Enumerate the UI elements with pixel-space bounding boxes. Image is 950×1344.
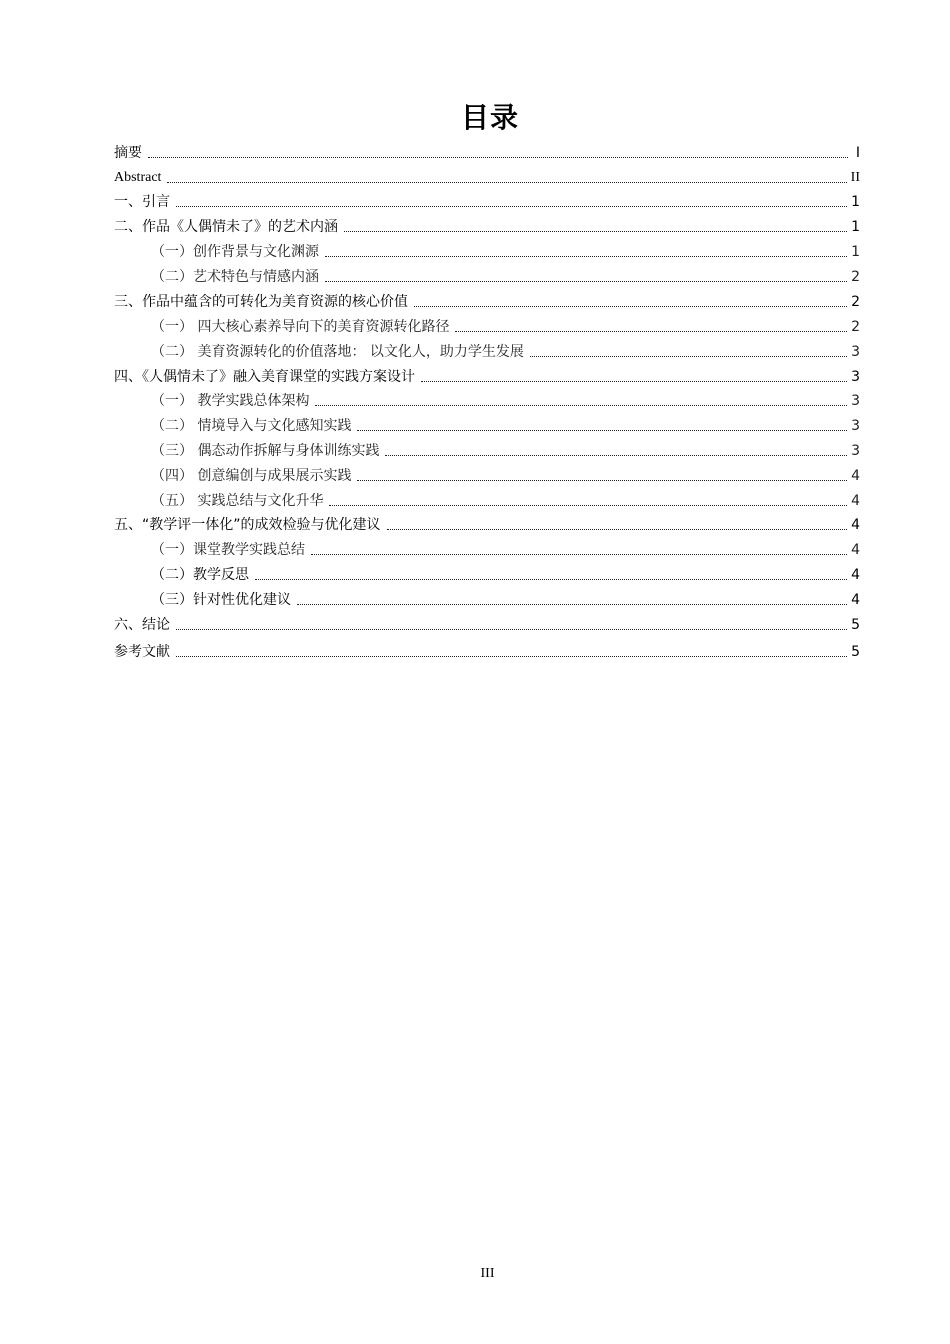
toc-entry-section-4-2[interactable] (151, 415, 860, 435)
dot-leader (530, 356, 847, 357)
toc-entry-label: （五） 实践总结与文化升华 (151, 493, 324, 509)
toc-entry-label: 摘要 (114, 145, 142, 161)
toc-entry-page: 3 (851, 418, 860, 434)
toc-entry-label: （二）教学反思 (151, 567, 249, 583)
dot-leader (255, 579, 847, 580)
toc-entry-section-4-4[interactable] (151, 465, 860, 485)
toc-entry-label: Abstract (114, 170, 162, 185)
dot-leader (329, 505, 847, 506)
toc-entry-page: 3 (851, 393, 860, 409)
toc-entry-label: （三） 偶态动作拆解与身体训练实践 (151, 443, 380, 459)
toc-entry-section-3-2[interactable] (151, 341, 860, 361)
toc-entry-label: （一）创作背景与文化渊源 (151, 244, 319, 260)
dot-leader (455, 331, 847, 332)
toc-entry-introduction[interactable] (114, 191, 860, 211)
toc-entry-page: 4 (851, 567, 860, 583)
dot-leader (421, 381, 847, 382)
toc-entry-page: 3 (851, 443, 860, 459)
toc-entry-page: 3 (851, 369, 860, 385)
toc-entry-label: （二） 情境导入与文化感知实践 (151, 418, 352, 434)
toc-entry-page: 1 (851, 219, 860, 235)
toc-entry-page: 4 (851, 542, 860, 558)
toc-entry-label: 四、《人偶情未了》融入美育课堂的实践方案设计 (114, 369, 415, 385)
toc-entry-label: 参考文献 (114, 644, 170, 660)
toc-entry-abstract-en[interactable] (114, 167, 860, 187)
toc-entry-references[interactable] (114, 641, 860, 661)
dot-leader (414, 306, 847, 307)
toc-entry-page: 1 (851, 194, 860, 210)
footer-page-number: III (480, 1266, 495, 1281)
dot-leader (315, 405, 847, 406)
toc-entry-label: （一） 四大核心素养导向下的美育资源转化路径 (151, 319, 450, 335)
dot-leader (311, 554, 847, 555)
toc-entry-page: II (850, 170, 860, 185)
toc-entry-label: （一） 教学实践总体架构 (151, 393, 310, 409)
dot-leader (325, 256, 847, 257)
dot-leader (357, 430, 847, 431)
toc-entry-page: 2 (851, 269, 860, 285)
dot-leader (357, 480, 847, 481)
toc-entry-page: 5 (851, 617, 860, 633)
toc-entry-section-2[interactable] (114, 216, 860, 236)
toc-entry-label: （四） 创意编创与成果展示实践 (151, 468, 352, 484)
dot-leader (344, 231, 847, 232)
toc-entry-label: （二） 美育资源转化的价值落地： 以文化人，助力学生发展 (151, 344, 524, 360)
toc-entry-label: （一）课堂教学实践总结 (151, 542, 305, 558)
page-title: 目录 (460, 101, 519, 134)
toc-entry-label: 五、“教学评一体化”的成效检验与优化建议 (114, 517, 381, 533)
toc-entry-section-2-2[interactable] (151, 266, 860, 286)
dot-leader (385, 455, 847, 456)
toc-entry-label: 一、引言 (114, 194, 170, 210)
toc-entry-abstract-cn[interactable] (114, 142, 860, 162)
toc-entry-section-5-1[interactable] (151, 539, 860, 559)
toc-entry-page: 5 (851, 644, 860, 660)
toc-entry-section-5-2[interactable] (151, 564, 860, 584)
toc-entry-section-4-1[interactable] (151, 390, 860, 410)
dot-leader (176, 656, 847, 657)
toc-entry-page: I (855, 145, 860, 161)
dot-leader (297, 604, 847, 605)
toc-entry-page: 3 (851, 344, 860, 360)
toc-entry-page: 2 (851, 319, 860, 335)
toc-entry-section-5[interactable] (114, 514, 860, 534)
toc-entry-section-4-5[interactable] (151, 490, 860, 510)
toc-entry-label: 三、作品中蕴含的可转化为美育资源的核心价值 (114, 294, 408, 310)
dot-leader (167, 182, 846, 183)
toc-entry-section-2-1[interactable] (151, 241, 860, 261)
toc-entry-page: 4 (851, 517, 860, 533)
toc-entry-page: 4 (851, 592, 860, 608)
toc-entry-section-3[interactable] (114, 291, 860, 311)
toc-entry-section-4-3[interactable] (151, 440, 860, 460)
toc-entry-page: 4 (851, 468, 860, 484)
dot-leader (176, 206, 847, 207)
toc-entry-conclusion[interactable] (114, 614, 860, 634)
toc-entry-section-5-3[interactable] (151, 589, 860, 609)
dot-leader (325, 281, 847, 282)
toc-entry-section-4[interactable] (114, 366, 860, 386)
toc-entry-label: （二）艺术特色与情感内涵 (151, 269, 319, 285)
toc-entry-page: 2 (851, 294, 860, 310)
dot-leader (176, 629, 847, 630)
toc-entry-section-3-1[interactable] (151, 316, 860, 336)
toc-entry-page: 4 (851, 493, 860, 509)
toc-entry-label: 六、结论 (114, 617, 170, 633)
toc-entry-label: 二、作品《人偶情未了》的艺术内涵 (114, 219, 338, 235)
toc-entry-label: （三）针对性优化建议 (151, 592, 291, 608)
dot-leader (148, 157, 848, 158)
dot-leader (387, 529, 848, 530)
toc-entry-page: 1 (851, 244, 860, 260)
